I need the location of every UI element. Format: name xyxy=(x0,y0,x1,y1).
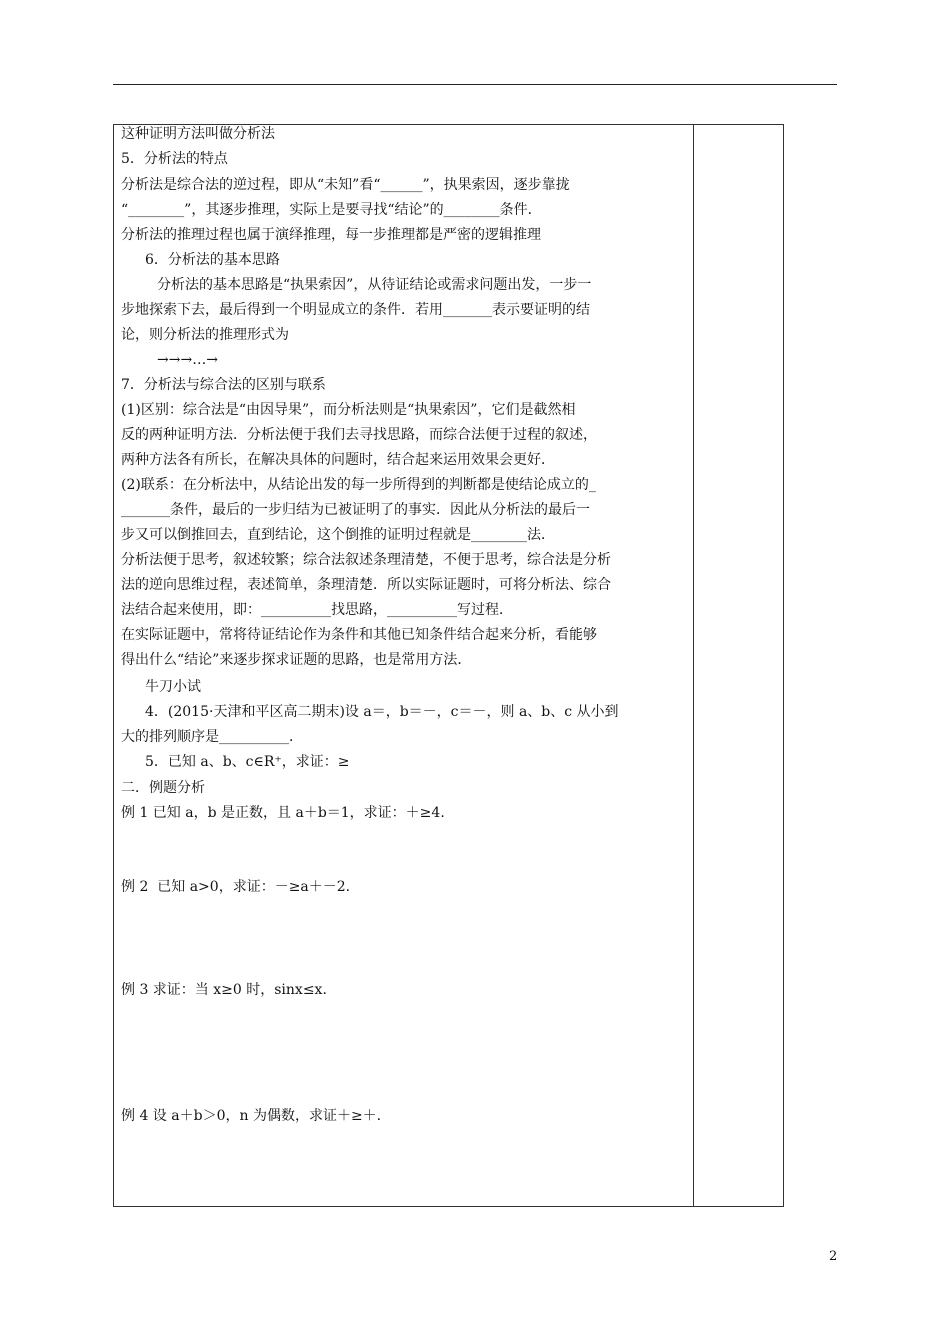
section-7-line-5: _______条件，最后的一步归结为已被证明了的事实．因此从分析法的最后一 xyxy=(121,502,590,518)
section-5-line-3: 分析法的推理过程也属于演绎推理，每一步推理都是严密的逻辑推理 xyxy=(121,227,541,243)
section-7-line-1: (1)区别：综合法是“由因导果”，而分析法则是“执果索因”，它们是截然相 xyxy=(121,402,576,418)
example-3: 例 3 求证：当 x≥0 时，sinx≤x. xyxy=(121,982,327,998)
example-1: 例 1 已知 a，b 是正数，且 a＋b＝1，求证：＋≥4. xyxy=(121,805,445,821)
section-7-line-8: 法的逆向思维过程，表述简单，条理清楚．所以实际证题时，可将分析法、综合 xyxy=(121,577,611,593)
part-2-title: 二．例题分析 xyxy=(121,780,205,796)
section-5-title: 5．分析法的特点 xyxy=(121,151,228,167)
section-6-line-2: 步地探索下去，最后得到一个明显成立的条件．若用_______表示要证明的结 xyxy=(121,302,590,318)
section-7-line-10: 在实际证题中，常将待证结论作为条件和其他已知条件结合起来分析，看能够 xyxy=(121,627,597,643)
section-6-title: 6．分析法的基本思路 xyxy=(145,252,280,268)
example-2: 例 2 已知 a>0，求证：－≥a＋－2. xyxy=(121,879,351,895)
section-7-title: 7．分析法与综合法的区别与联系 xyxy=(121,377,326,393)
section-6-line-1: 分析法的基本思路是“执果索因”，从待证结论或需求问题出发，一步一 xyxy=(157,277,592,293)
section-7-line-2: 反的两种证明方法．分析法便于我们去寻找思路，而综合法便于过程的叙述， xyxy=(121,427,597,443)
section-7-line-6: 步又可以倒推回去，直到结论，这个倒推的证明过程就是________法． xyxy=(121,527,555,543)
example-4: 例 4 设 a＋b＞0，n 为偶数，求证＋≥＋. xyxy=(121,1108,382,1124)
header-rule xyxy=(113,84,837,85)
reasoning-arrows: →→→…→ xyxy=(157,352,218,368)
question-4-line-1: 4．(2015·天津和平区高二期末)设 a＝，b＝－，c＝－，则 a、b、c 从小到 xyxy=(145,704,619,720)
section-7-line-9: 法结合起来使用，即：__________找思路，__________写过程． xyxy=(121,602,513,618)
trial-title: 牛刀小试 xyxy=(145,679,201,695)
section-7-line-4: (2)联系：在分析法中，从结论出发的每一步所得到的判断都是使结论成立的_ xyxy=(121,477,596,493)
section-6-line-3: 论，则分析法的推理形式为 xyxy=(121,327,289,343)
question-5: 5．已知 a、b、c∈R⁺，求证：≥ xyxy=(145,754,350,770)
intro-line: 这种证明方法叫做分析法 xyxy=(121,126,275,142)
table-column-divider xyxy=(693,124,694,1207)
section-7-line-11: 得出什么“结论”来逐步探求证题的思路，也是常用方法． xyxy=(121,652,472,668)
section-7-line-3: 两种方法各有所长，在解决具体的问题时，结合起来运用效果会更好． xyxy=(121,452,555,468)
section-5-line-1: 分析法是综合法的逆过程，即从“未知”看“______”，执果索因，逐步靠拢 xyxy=(121,177,570,193)
section-5-line-2: “________”，其逐步推理，实际上是要寻找“结论”的________条件． xyxy=(121,202,542,218)
page-number: 2 xyxy=(829,1249,838,1264)
question-4-line-2: 大的排列顺序是__________． xyxy=(121,729,303,745)
section-7-line-7: 分析法便于思考，叙述较繁；综合法叙述条理清楚，不便于思考，综合法是分析 xyxy=(121,552,611,568)
